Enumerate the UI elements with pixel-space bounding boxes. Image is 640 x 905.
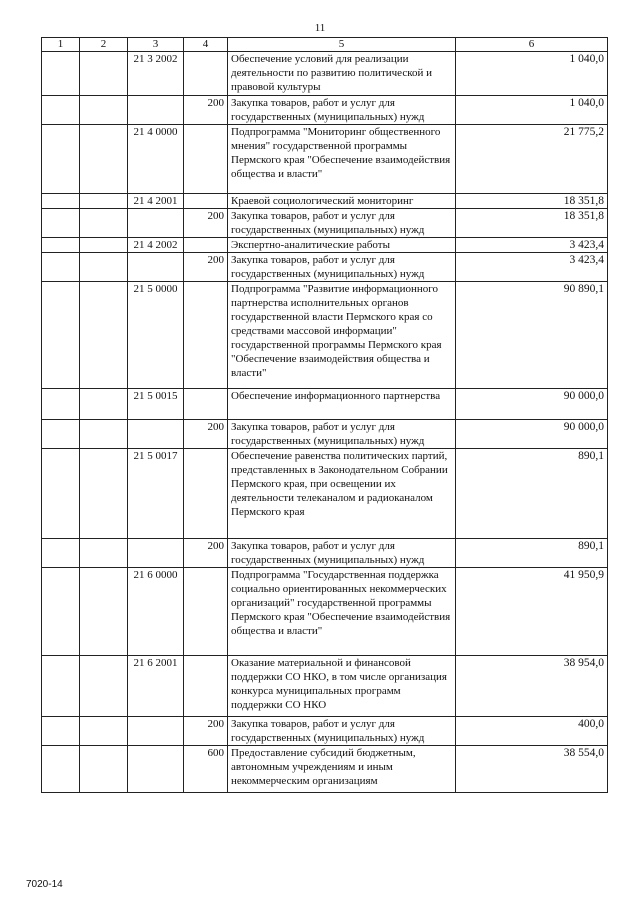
table-row	[42, 194, 608, 209]
cell-amount: 400,0	[456, 717, 608, 746]
cell-amount: 21 775,2	[456, 125, 608, 194]
table-row	[42, 282, 608, 389]
cell-col-1	[42, 238, 80, 253]
cell-name: Обеспечение информационного партнерства	[228, 389, 456, 420]
table-row	[42, 420, 608, 449]
cell-col-1	[42, 389, 80, 420]
cell-kvr: 200	[184, 420, 228, 449]
cell-code: 21 4 2001	[128, 194, 184, 209]
cell-col-1	[42, 282, 80, 389]
cell-col-2	[80, 209, 128, 238]
cell-code	[128, 253, 184, 282]
cell-amount: 1 040,0	[456, 52, 608, 96]
cell-col-2	[80, 253, 128, 282]
cell-code: 21 3 2002	[128, 52, 184, 96]
cell-code: 21 5 0000	[128, 282, 184, 389]
cell-col-2	[80, 449, 128, 539]
cell-code	[128, 96, 184, 125]
cell-col-2	[80, 282, 128, 389]
cell-amount: 3 423,4	[456, 253, 608, 282]
cell-amount: 38 954,0	[456, 656, 608, 717]
cell-name: Краевой социологический мониторинг	[228, 194, 456, 209]
cell-col-1	[42, 746, 80, 793]
cell-name: Подпрограмма "Развитие информационного партнерства исполнительных органов государственной власти Пермского края со средствами массовой информации" государственной программы Пермского края "Обеспечение взаимодействия общества и власти"	[228, 282, 456, 389]
cell-col-1	[42, 539, 80, 568]
table-row	[42, 52, 608, 96]
cell-kvr	[184, 656, 228, 717]
header-col-1: 1	[42, 38, 80, 52]
cell-name: Закупка товаров, работ и услуг для государственных (муниципальных) нужд	[228, 96, 456, 125]
cell-col-2	[80, 717, 128, 746]
table-row	[42, 656, 608, 717]
cell-name: Закупка товаров, работ и услуг для государственных (муниципальных) нужд	[228, 539, 456, 568]
cell-kvr	[184, 389, 228, 420]
cell-col-1	[42, 194, 80, 209]
cell-col-2	[80, 194, 128, 209]
cell-name: Подпрограмма "Государственная поддержка социально ориентированных некоммерческих организаций" государственной программы Пермского края "Обеспечение взаимодействия общества и власти"	[228, 568, 456, 656]
header-row	[42, 38, 608, 52]
table-row	[42, 568, 608, 656]
cell-name: Предоставление субсидий бюджетным, автономным учреждениям и иным некоммерческим организациям	[228, 746, 456, 793]
cell-kvr	[184, 449, 228, 539]
cell-kvr: 200	[184, 539, 228, 568]
cell-kvr: 200	[184, 253, 228, 282]
cell-code: 21 4 0000	[128, 125, 184, 194]
cell-code: 21 5 0017	[128, 449, 184, 539]
cell-kvr: 200	[184, 96, 228, 125]
header-col-4: 4	[184, 38, 228, 52]
cell-name: Закупка товаров, работ и услуг для государственных (муниципальных) нужд	[228, 420, 456, 449]
cell-code	[128, 717, 184, 746]
cell-code	[128, 420, 184, 449]
cell-code	[128, 209, 184, 238]
cell-name: Обеспечение условий для реализации деятельности по развитию политической и правовой культуры	[228, 52, 456, 96]
cell-amount: 1 040,0	[456, 96, 608, 125]
cell-kvr: 200	[184, 209, 228, 238]
cell-amount: 90 000,0	[456, 420, 608, 449]
cell-col-1	[42, 253, 80, 282]
cell-amount: 41 950,9	[456, 568, 608, 656]
cell-col-1	[42, 717, 80, 746]
cell-col-2	[80, 52, 128, 96]
cell-kvr: 200	[184, 717, 228, 746]
cell-amount: 38 554,0	[456, 746, 608, 793]
cell-col-1	[42, 420, 80, 449]
header-col-2: 2	[80, 38, 128, 52]
page-number: 11	[314, 22, 326, 34]
cell-col-1	[42, 209, 80, 238]
cell-amount: 18 351,8	[456, 194, 608, 209]
cell-kvr	[184, 52, 228, 96]
cell-code	[128, 746, 184, 793]
cell-col-2	[80, 389, 128, 420]
cell-amount: 3 423,4	[456, 238, 608, 253]
table-row	[42, 125, 608, 194]
table-row	[42, 717, 608, 746]
cell-kvr	[184, 238, 228, 253]
header-col-6: 6	[456, 38, 608, 52]
cell-col-1	[42, 125, 80, 194]
cell-kvr	[184, 194, 228, 209]
cell-col-1	[42, 52, 80, 96]
cell-kvr	[184, 282, 228, 389]
cell-name: Обеспечение равенства политических партий, представленных в Законодательном Собрании Пермского края, при освещении их деятельности телеканалом и радиоканалом Пермского края	[228, 449, 456, 539]
table-row	[42, 209, 608, 238]
document-code: 7020-14	[26, 879, 63, 890]
cell-code: 21 5 0015	[128, 389, 184, 420]
table-row	[42, 746, 608, 793]
cell-name: Подпрограмма "Мониторинг общественного мнения" государственной программы Пермского края "Обеспечение взаимодействия общества и власти"	[228, 125, 456, 194]
table-row	[42, 238, 608, 253]
cell-code: 21 4 2002	[128, 238, 184, 253]
cell-col-2	[80, 539, 128, 568]
cell-amount: 90 000,0	[456, 389, 608, 420]
cell-kvr	[184, 125, 228, 194]
table-row	[42, 539, 608, 568]
table-row	[42, 96, 608, 125]
cell-kvr: 600	[184, 746, 228, 793]
cell-name: Закупка товаров, работ и услуг для государственных (муниципальных) нужд	[228, 253, 456, 282]
cell-col-2	[80, 746, 128, 793]
cell-name: Экспертно-аналитические работы	[228, 238, 456, 253]
cell-amount: 890,1	[456, 539, 608, 568]
cell-amount: 890,1	[456, 449, 608, 539]
table-row	[42, 449, 608, 539]
cell-col-2	[80, 656, 128, 717]
cell-col-1	[42, 656, 80, 717]
cell-col-2	[80, 420, 128, 449]
cell-col-2	[80, 568, 128, 656]
cell-name: Закупка товаров, работ и услуг для государственных (муниципальных) нужд	[228, 209, 456, 238]
table-row	[42, 253, 608, 282]
cell-code	[128, 539, 184, 568]
cell-name: Оказание материальной и финансовой поддержки СО НКО, в том числе организация конкурса муниципальных программ поддержки СО НКО	[228, 656, 456, 717]
cell-col-2	[80, 125, 128, 194]
cell-col-1	[42, 449, 80, 539]
cell-name: Закупка товаров, работ и услуг для государственных (муниципальных) нужд	[228, 717, 456, 746]
cell-amount: 18 351,8	[456, 209, 608, 238]
header-col-3: 3	[128, 38, 184, 52]
cell-code: 21 6 2001	[128, 656, 184, 717]
budget-table	[41, 37, 608, 793]
cell-amount: 90 890,1	[456, 282, 608, 389]
cell-col-1	[42, 96, 80, 125]
table-row	[42, 389, 608, 420]
cell-kvr	[184, 568, 228, 656]
cell-col-1	[42, 568, 80, 656]
cell-col-2	[80, 238, 128, 253]
cell-code: 21 6 0000	[128, 568, 184, 656]
cell-col-2	[80, 96, 128, 125]
header-col-5: 5	[228, 38, 456, 52]
